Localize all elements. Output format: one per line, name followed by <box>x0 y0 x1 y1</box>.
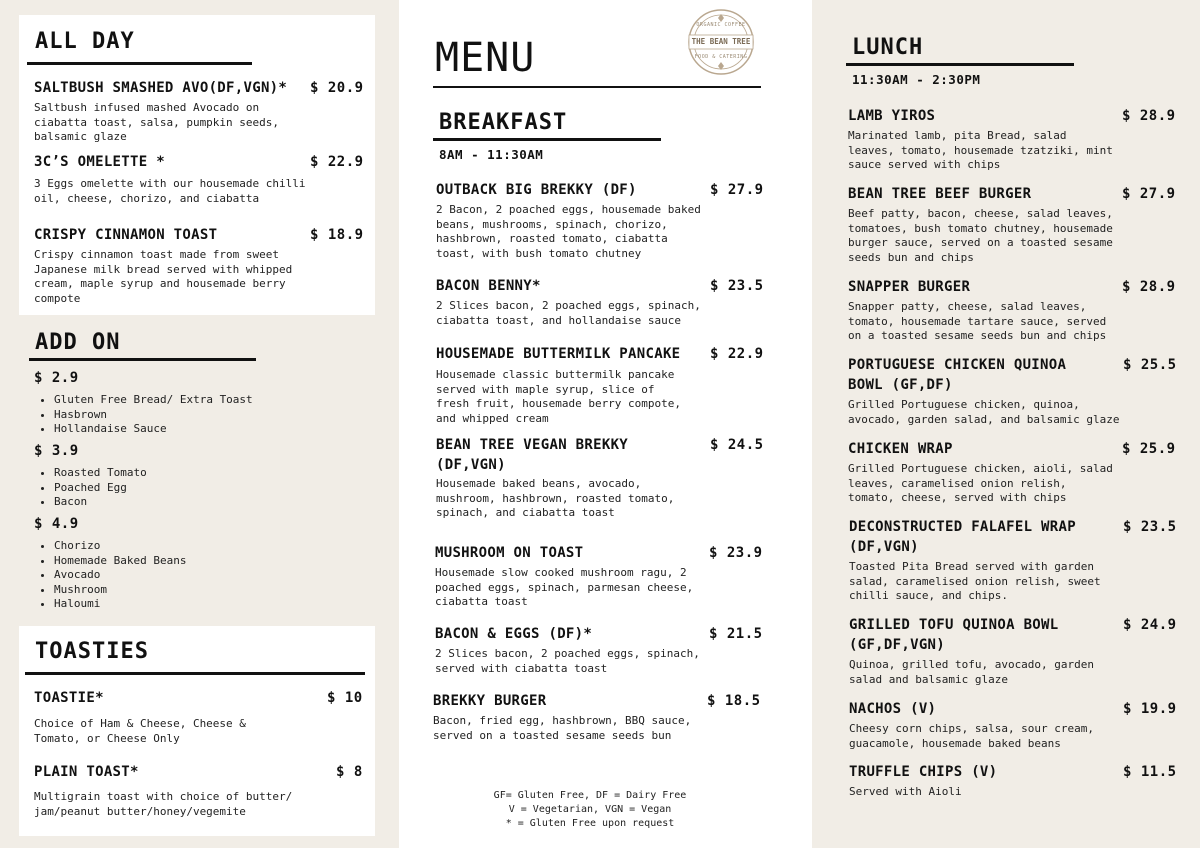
all-day-item-desc: Saltbush infused mashed Avocado on ciabatta toast, salsa, pumpkin seeds, balsamic glaze <box>34 101 280 144</box>
lunch-item-price: $ 25.9 <box>1122 441 1176 457</box>
breakfast-title: BREAKFAST <box>439 110 568 135</box>
legend-line: V = Vegetarian, VGN = Vegan <box>508 804 672 815</box>
breakfast-item-price: $ 23.9 <box>709 545 763 561</box>
breakfast-item-price: $ 22.9 <box>710 346 764 362</box>
legend-line: GF= Gluten Free, DF = Dairy Free <box>493 790 687 801</box>
add-on-group-price: $ 2.9 <box>34 370 79 386</box>
menu-underline <box>433 86 761 88</box>
logo-top-text: ORGANIC COFFEE <box>696 22 746 28</box>
breakfast-item-price: $ 24.5 <box>710 437 764 453</box>
add-on-item: • Avocado <box>54 568 186 583</box>
breakfast-item-desc: 2 Slices bacon, 2 poached eggs, spinach, served with ciabatta toast <box>435 647 700 675</box>
add-on-list <box>36 539 186 612</box>
legend-line: * = Gluten Free upon request <box>505 818 675 829</box>
add-on-group-price: $ 4.9 <box>34 516 79 532</box>
all-day-item-name: CRISPY CINNAMON TOAST <box>34 227 218 243</box>
add-on-list <box>36 466 147 510</box>
add-on-underline <box>29 358 256 361</box>
breakfast-item-name: BACON BENNY* <box>436 278 541 294</box>
add-on-item: • Homemade Baked Beans <box>54 554 186 569</box>
toasties-item-desc: Multigrain toast with choice of butter/ jam/peanut butter/honey/vegemite <box>34 790 293 818</box>
lunch-hours: 11:30AM - 2:30PM <box>852 72 981 87</box>
add-on-item: • Haloumi <box>54 597 186 612</box>
breakfast-item-desc: 2 Slices bacon, 2 poached eggs, spinach, ciabatta toast, and hollandaise sauce <box>436 299 701 327</box>
breakfast-item-desc: 2 Bacon, 2 poached eggs, housemade baked beans, mushrooms, spinach, chorizo, hashbrown, roasted tomato, ciabatta toast, with bush tomato chutney <box>436 203 701 260</box>
lunch-item-price: $ 25.5 <box>1123 357 1177 373</box>
logo-name: THE BEAN TREE <box>691 37 751 46</box>
breakfast-underline <box>433 138 661 141</box>
breakfast-item-desc: Housemade baked beans, avocado, mushroom, hashbrown, roasted tomato, spinach, and ciabatta toast <box>436 477 675 520</box>
all-day-item-name: 3C’S OMELETTE * <box>34 154 165 170</box>
lunch-item-desc: Toasted Pita Bread served with garden salad, caramelised onion relish, sweet chilli sauce, and chips. <box>849 560 1101 603</box>
toasties-item-name: TOASTIE* <box>34 690 104 706</box>
lunch-item-desc: Grilled Portuguese chicken, quinoa, avocado, garden salad, and balsamic glaze <box>848 398 1120 426</box>
add-on-item: • Hasbrown <box>54 408 253 423</box>
all-day-item-desc: 3 Eggs omelette with our housemade chilli oil, cheese, chorizo, and ciabatta <box>34 177 306 205</box>
breakfast-item-price: $ 27.9 <box>710 182 764 198</box>
logo-bottom-text: FOOD & CATERING <box>694 54 748 60</box>
lunch-item-name: DECONSTRUCTED FALAFEL WRAP (DF,VGN) <box>849 519 1076 555</box>
lunch-item-desc: Marinated lamb, pita Bread, salad leaves, tomato, housemade tzatziki, mint sauce served with chips <box>848 129 1113 172</box>
lunch-title: LUNCH <box>852 35 924 60</box>
toasties-item-price: $ 10 <box>327 690 363 706</box>
lunch-item-name: BEAN TREE BEEF BURGER <box>848 186 1032 202</box>
breakfast-item-price: $ 18.5 <box>707 693 761 709</box>
lunch-item-price: $ 11.5 <box>1123 764 1177 780</box>
all-day-underline <box>27 62 252 65</box>
all-day-title: ALL DAY <box>35 29 135 54</box>
breakfast-item-name: BACON & EGGS (DF)* <box>435 626 593 642</box>
add-on-list <box>36 393 253 437</box>
lunch-item-price: $ 28.9 <box>1122 279 1176 295</box>
lunch-item-name: TRUFFLE CHIPS (V) <box>849 764 998 780</box>
add-on-title: ADD ON <box>35 330 121 355</box>
lunch-item-desc: Served with Aioli <box>849 785 962 798</box>
breakfast-item-name: MUSHROOM ON TOAST <box>435 545 584 561</box>
lunch-item-name: SNAPPER BURGER <box>848 279 971 295</box>
lunch-item-price: $ 28.9 <box>1122 108 1176 124</box>
add-on-item: • Bacon <box>54 495 147 510</box>
add-on-item: • Roasted Tomato <box>54 466 147 481</box>
lunch-item-price: $ 27.9 <box>1122 186 1176 202</box>
breakfast-item-price: $ 21.5 <box>709 626 763 642</box>
lunch-item-name: NACHOS (V) <box>849 701 937 717</box>
toasties-item-desc: Choice of Ham & Cheese, Cheese & Tomato, or Cheese Only <box>34 717 246 745</box>
toasties-underline <box>25 672 365 675</box>
lunch-item-price: $ 19.9 <box>1123 701 1177 717</box>
lunch-item-desc: Snapper patty, cheese, salad leaves, tomato, housemade tartare sauce, served on a toasted sesame seeds bun and chips <box>848 300 1107 343</box>
lunch-item-name: CHICKEN WRAP <box>848 441 953 457</box>
toasties-title: TOASTIES <box>35 639 149 664</box>
all-day-item-desc: Crispy cinnamon toast made from sweet Japanese milk bread served with whipped cream, maple syrup and housemade berry compote <box>34 248 293 305</box>
lunch-item-name: LAMB YIROS <box>848 108 936 124</box>
breakfast-item-desc: Bacon, fried egg, hashbrown, BBQ sauce, served on a toasted sesame seeds bun <box>433 714 692 742</box>
toasties-item-price: $ 8 <box>336 764 363 780</box>
all-day-item-price: $ 22.9 <box>310 154 364 170</box>
lunch-item-price: $ 24.9 <box>1123 617 1177 633</box>
lunch-item-name: PORTUGUESE CHICKEN QUINOA BOWL (GF,DF) <box>848 357 1067 393</box>
add-on-item: • Hollandaise Sauce <box>54 422 253 437</box>
lunch-underline <box>846 63 1074 66</box>
breakfast-item-price: $ 23.5 <box>710 278 764 294</box>
lunch-item-name: GRILLED TOFU QUINOA BOWL (GF,DF,VGN) <box>849 617 1059 653</box>
dietary-legend <box>470 789 710 831</box>
lunch-item-desc: Cheesy corn chips, salsa, sour cream, guacamole, housemade baked beans <box>849 722 1095 750</box>
breakfast-item-desc: Housemade classic buttermilk pancake served with maple syrup, slice of fresh fruit, housemade berry compote, and whipped cream <box>436 368 682 425</box>
breakfast-item-desc: Housemade slow cooked mushroom ragu, 2 poached eggs, spinach, parmesan cheese, ciabatta toast <box>435 566 694 609</box>
add-on-group-price: $ 3.9 <box>34 443 79 459</box>
add-on-item: • Poached Egg <box>54 481 147 496</box>
lunch-item-desc: Quinoa, grilled tofu, avocado, garden salad and balsamic glaze <box>849 658 1095 686</box>
all-day-item-name: SALTBUSH SMASHED AVO(DF,VGN)* <box>34 80 288 96</box>
toasties-item-name: PLAIN TOAST* <box>34 764 139 780</box>
all-day-item-price: $ 20.9 <box>310 80 364 96</box>
add-on-item: • Mushroom <box>54 583 186 598</box>
add-on-item: • Gluten Free Bread/ Extra Toast <box>54 393 253 408</box>
lunch-item-price: $ 23.5 <box>1123 519 1177 535</box>
menu-title: MENU <box>435 35 536 81</box>
breakfast-item-name: BREKKY BURGER <box>433 693 547 709</box>
breakfast-item-name: OUTBACK BIG BREKKY (DF) <box>436 182 637 198</box>
breakfast-item-name: HOUSEMADE BUTTERMILK PANCAKE <box>436 346 681 362</box>
breakfast-item-name: BEAN TREE VEGAN BREKKY (DF,VGN) <box>436 437 629 473</box>
all-day-item-price: $ 18.9 <box>310 227 364 243</box>
lunch-item-desc: Beef patty, bacon, cheese, salad leaves, tomatoes, bush tomato chutney, housemade burger sauce, served on a toasted sesame seeds bun and chips <box>848 207 1113 264</box>
bean-tree-logo <box>687 8 755 76</box>
lunch-item-desc: Grilled Portuguese chicken, aioli, salad leaves, caramelised onion relish, tomato, cheese, served with chips <box>848 462 1113 505</box>
breakfast-hours: 8AM - 11:30AM <box>439 147 544 162</box>
add-on-item: • Chorizo <box>54 539 186 554</box>
